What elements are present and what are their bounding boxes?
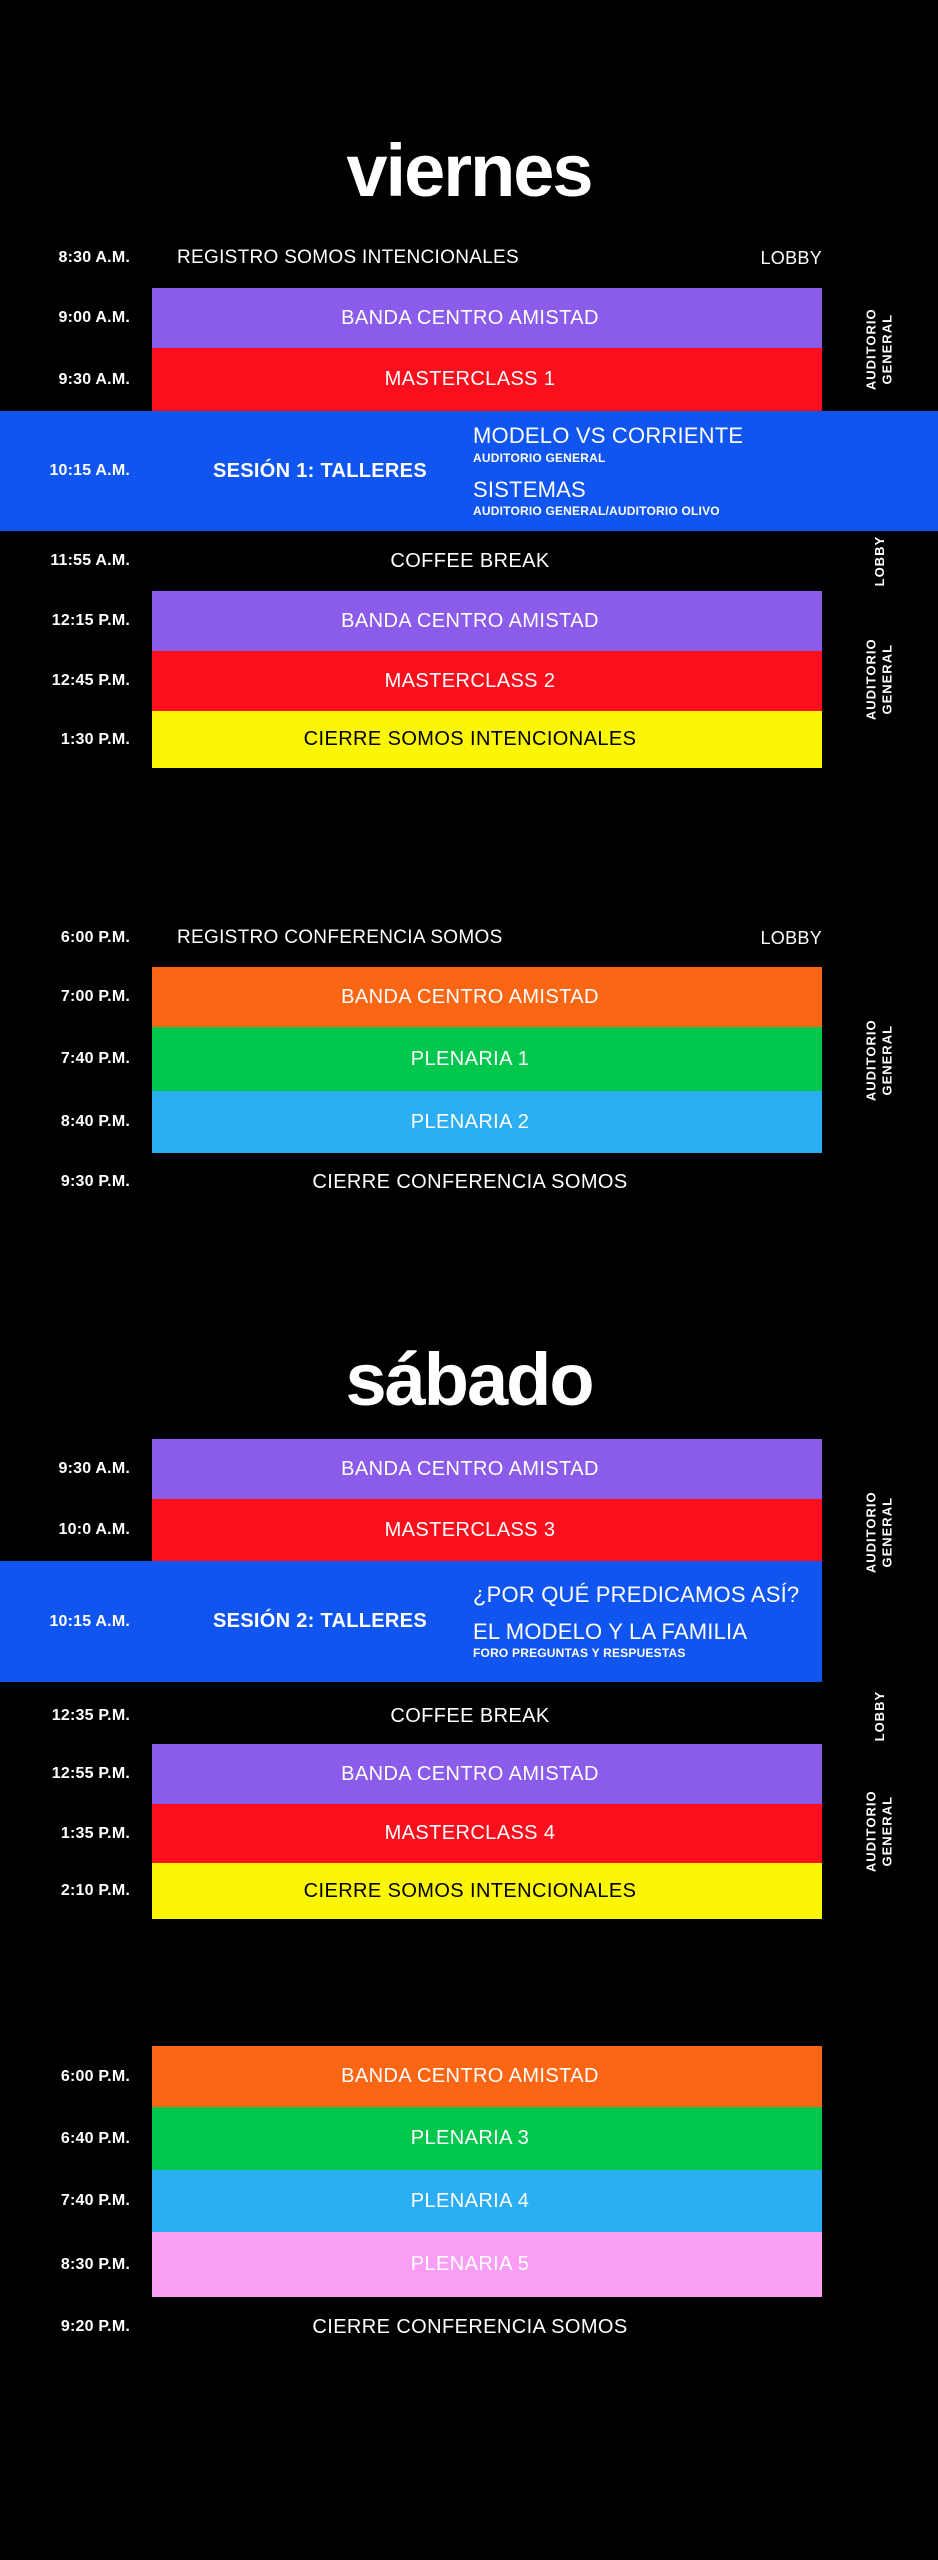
venue-label-line: GENERAL [880, 1024, 895, 1096]
workshop-session-block [0, 1561, 822, 1682]
schedule-row-band [0, 591, 938, 651]
event-bar [152, 1091, 822, 1153]
time-label: 7:00 P.M. [60, 988, 130, 1005]
day-title-saturday: sábado [345, 1338, 593, 1421]
event-bar [152, 348, 822, 411]
time-label: 7:40 P.M. [60, 1050, 130, 1067]
time-label: 9:30 A.M. [58, 370, 130, 388]
workshop-list [473, 1561, 799, 1682]
schedule-row-plenary [0, 1027, 938, 1091]
event-bar [152, 2046, 822, 2107]
time-label: 9:00 A.M. [58, 309, 130, 326]
session-title: SESIÓN 1: TALLERES [213, 459, 427, 482]
venue-label: LOBBY [871, 1690, 887, 1742]
schedule-row-closing [0, 1863, 938, 1919]
time-label: 9:20 P.M. [60, 2318, 130, 2335]
time-label: 1:30 P.M. [60, 730, 130, 748]
event-bar [152, 591, 822, 651]
time-label: 6:00 P.M. [60, 2067, 130, 2085]
venue-label-line: GENERAL [880, 314, 895, 385]
workshop-item [473, 1620, 799, 1660]
workshop-venue: AUDITORIO GENERAL/AUDITORIO OLIVO [473, 503, 720, 518]
venue-label-line: GENERAL [880, 644, 895, 715]
time-label: 7:40 P.M. [60, 2192, 130, 2209]
event-label: BANDA CENTRO AMISTAD [341, 2065, 599, 2087]
schedule-row-closing [0, 1152, 938, 1212]
schedule-row-registration [0, 908, 938, 968]
schedule-row-plenary [0, 1091, 938, 1153]
venue-label-line: AUDITORIO [863, 1019, 879, 1101]
schedule-row-masterclass [0, 1804, 938, 1863]
venue-vertical-auditorio-general [822, 288, 938, 411]
workshop-item [473, 1583, 799, 1606]
time-label: 10:15 A.M. [49, 462, 130, 479]
workshop-title: MODELO VS CORRIENTE [473, 423, 744, 449]
venue-label-line: AUDITORIO [863, 638, 879, 721]
event-bar [152, 1744, 822, 1804]
workshop-venue: FORO PREGUNTAS Y RESPUESTAS [473, 1645, 686, 1660]
schedule-row-coffee-break [0, 1686, 938, 1746]
schedule-row-coffee-break [0, 531, 938, 591]
time-label: 12:55 P.M. [51, 1765, 130, 1782]
schedule-row-masterclass [0, 348, 938, 411]
session-title: SESIÓN 2: TALLERES [213, 1610, 427, 1632]
schedule-row-closing [0, 711, 938, 768]
event-label: PLENARIA 2 [410, 1110, 530, 1133]
event-bar [152, 1027, 822, 1091]
event-label: COFFEE BREAK [390, 1704, 550, 1727]
venue-label-line: GENERAL [880, 1496, 895, 1568]
time-label: 8:40 P.M. [60, 1113, 130, 1130]
schedule-row-masterclass [0, 1499, 938, 1561]
event-label: CIERRE CONFERENCIA SOMOS [312, 2315, 628, 2338]
event-label: BANDA CENTRO AMISTAD [341, 1457, 599, 1480]
workshop-item [473, 478, 743, 518]
schedule-row-band [0, 288, 938, 348]
venue-label-line: AUDITORIO [863, 1491, 879, 1573]
venue-vertical-auditorio-general [822, 967, 938, 1153]
time-label: 8:30 P.M. [60, 2255, 130, 2273]
time-label: 6:40 P.M. [60, 2129, 130, 2147]
venue-label: LOBBY [760, 927, 822, 948]
event-label: MASTERCLASS 3 [384, 1518, 556, 1541]
event-bar [152, 1804, 822, 1863]
time-label: 2:10 P.M. [60, 1882, 130, 1899]
schedule-row-closing [0, 2297, 938, 2357]
event-label: PLENARIA 4 [410, 2189, 530, 2212]
time-label: 9:30 A.M. [58, 1460, 130, 1477]
event-label: PLENARIA 5 [410, 2253, 530, 2275]
event-label: MASTERCLASS 4 [384, 1822, 556, 1844]
schedule-row-band [0, 2046, 938, 2107]
schedule-row-masterclass [0, 651, 938, 711]
schedule-row-band [0, 1744, 938, 1804]
schedule-row-plenary [0, 2107, 938, 2170]
schedule-row-plenary [0, 2170, 938, 2232]
workshop-list [473, 411, 743, 531]
workshop-venue: AUDITORIO GENERAL [473, 450, 606, 465]
workshop-item [473, 424, 743, 464]
event-label: COFFEE BREAK [390, 549, 550, 572]
event-bar [152, 1863, 822, 1919]
time-label: 1:35 P.M. [60, 1824, 130, 1842]
event-label: REGISTRO CONFERENCIA SOMOS [177, 927, 503, 948]
time-label: 11:55 A.M. [50, 552, 130, 569]
event-label: PLENARIA 1 [410, 1047, 530, 1070]
venue-vertical-lobby [822, 1686, 938, 1746]
time-label: 9:30 P.M. [60, 1173, 130, 1190]
schedule-row-plenary [0, 2232, 938, 2297]
time-label: 6:00 P.M. [60, 929, 130, 946]
event-bar [152, 967, 822, 1027]
schedule-row-band [0, 1439, 938, 1499]
workshop-title: ¿POR QUÉ PREDICAMOS ASÍ? [473, 1582, 800, 1608]
event-label: BANDA CENTRO AMISTAD [341, 609, 599, 632]
venue-vertical-auditorio-general [822, 1744, 938, 1919]
event-label: CIERRE SOMOS INTENCIONALES [303, 728, 637, 750]
event-label: MASTERCLASS 2 [384, 669, 556, 692]
venue-label: LOBBY [760, 247, 822, 268]
event-bar [152, 2232, 822, 2297]
venue-label-line: AUDITORIO [863, 1790, 879, 1873]
time-label: 10:0 A.M. [58, 1521, 130, 1538]
venue-vertical-auditorio-general [822, 1470, 938, 1594]
event-label: REGISTRO SOMOS INTENCIONALES [177, 247, 520, 268]
event-bar [152, 1499, 822, 1561]
day-title-friday: viernes [346, 129, 592, 212]
event-label: BANDA CENTRO AMISTAD [341, 1762, 599, 1785]
time-label: 10:15 A.M. [49, 1612, 130, 1630]
event-bar [152, 651, 822, 711]
venue-label-line: GENERAL [880, 1796, 895, 1867]
event-label: MASTERCLASS 1 [384, 368, 556, 390]
event-label: PLENARIA 3 [410, 2127, 530, 2149]
venue-vertical-auditorio-general [822, 591, 938, 768]
event-label: CIERRE SOMOS INTENCIONALES [303, 1879, 637, 1902]
event-label: BANDA CENTRO AMISTAD [341, 985, 599, 1008]
venue-label-line: AUDITORIO [863, 308, 879, 391]
event-bar [152, 2107, 822, 2170]
venue-label: LOBBY [871, 535, 887, 587]
event-label: CIERRE CONFERENCIA SOMOS [312, 1170, 628, 1193]
workshop-title: SISTEMAS [473, 476, 586, 502]
time-label: 12:45 P.M. [51, 672, 130, 689]
time-label: 12:35 P.M. [51, 1707, 130, 1724]
event-bar [152, 711, 822, 768]
event-bar [152, 1439, 822, 1499]
event-bar [152, 288, 822, 348]
time-label: 12:15 P.M. [51, 612, 130, 629]
workshop-title: EL MODELO Y LA FAMILIA [473, 1618, 748, 1644]
schedule-row-band [0, 967, 938, 1027]
event-label: BANDA CENTRO AMISTAD [341, 306, 599, 329]
time-label: 8:30 A.M. [58, 249, 130, 266]
event-bar [152, 2170, 822, 2232]
schedule-row-registration [0, 228, 938, 288]
workshop-session-block [0, 411, 938, 531]
venue-vertical-lobby [822, 531, 938, 591]
